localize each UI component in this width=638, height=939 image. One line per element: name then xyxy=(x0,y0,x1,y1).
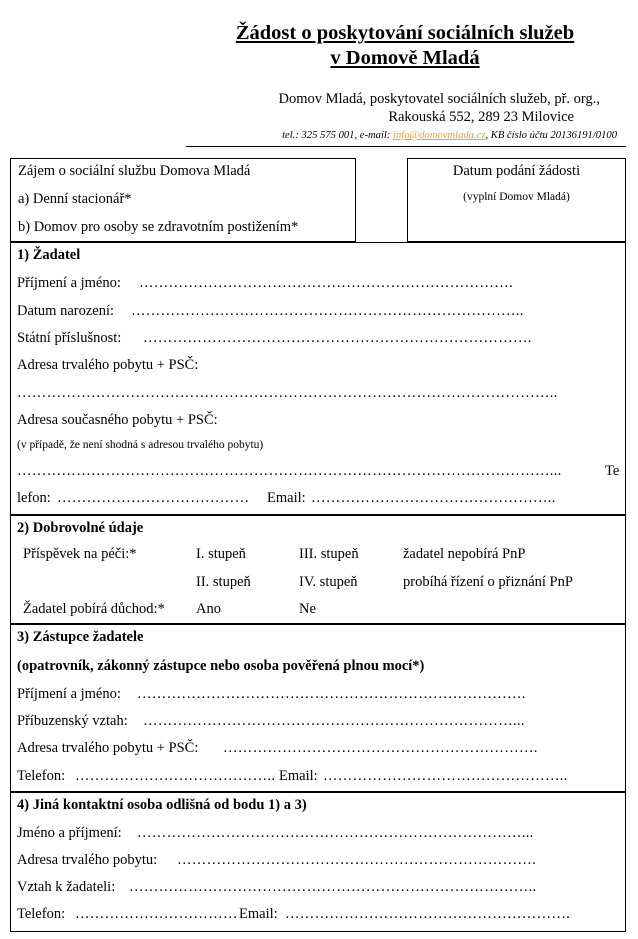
birth-label: Datum narození: xyxy=(17,303,115,319)
interest-box xyxy=(10,158,356,242)
contact-address-label: Adresa trvalého pobytu: xyxy=(17,852,158,868)
phone-field[interactable]: ………………………………… xyxy=(57,490,250,506)
rep-email-label: Email: xyxy=(279,768,318,784)
rep-address-label: Adresa trvalého pobytu + PSČ: xyxy=(17,740,199,756)
phone-label-part2: lefon: xyxy=(17,490,51,506)
option-degree-2[interactable]: II. stupeň xyxy=(196,574,251,590)
form-title: Žádost o poskytování sociálních služeb xyxy=(235,22,575,44)
contribution-label: Příspěvek na péči:* xyxy=(23,546,137,562)
contact-email-label: Email: xyxy=(239,906,278,922)
section-applicant xyxy=(10,242,626,515)
contact-phone-label: Telefon: xyxy=(17,906,66,922)
nationality-field[interactable]: ……………………………………………………………………. xyxy=(143,330,532,346)
nationality-label: Státní příslušnost: xyxy=(17,330,122,346)
rep-relation-label: Příbuzenský vztah: xyxy=(17,713,128,729)
contact-prefix: tel.: 325 575 001, e-mail: xyxy=(282,130,394,141)
option-pnp-pending[interactable]: probíhá řízení o přiznání PnP xyxy=(403,574,573,590)
contact-line xyxy=(282,130,617,141)
contact-email-link[interactable]: info@domovmlada.cz xyxy=(393,130,486,141)
birth-field[interactable]: …………………………………………………………………….. xyxy=(131,303,524,319)
option-degree-4[interactable]: IV. stupeň xyxy=(299,574,358,590)
section3-heading: 3) Zástupce žadatele xyxy=(17,629,144,645)
option-day-care[interactable]: a) Denní stacionář* xyxy=(18,191,132,207)
contact-relation-field[interactable]: ……………………………………………………………………….. xyxy=(129,879,537,895)
contact-name-label: Jméno a příjmení: xyxy=(17,825,122,841)
section3-subheading: (opatrovník, zákonný zástupce nebo osoba pověřená plnou mocí*) xyxy=(17,658,425,674)
rep-name-label: Příjmení a jméno: xyxy=(17,686,121,702)
email-field[interactable]: ………………………………………….. xyxy=(311,490,556,506)
pension-label: Žadatel pobírá důchod:* xyxy=(23,601,165,617)
contact-phone-field[interactable]: …………………………… xyxy=(75,906,238,922)
curr-address-label: Adresa současného pobytu + PSČ: xyxy=(17,412,218,428)
date-note: (vyplní Domov Mladá) xyxy=(463,191,570,203)
interest-label: Zájem o sociální službu Domova Mladá xyxy=(18,163,251,179)
contact-suffix: , KB číslo účtu 20136191/0100 xyxy=(485,130,617,141)
date-label: Datum podání žádosti xyxy=(452,163,581,179)
contact-name-field[interactable]: ……………………………………………………………………... xyxy=(137,825,534,841)
perm-address-label: Adresa trvalého pobytu + PSČ: xyxy=(17,357,199,373)
section-other-contact xyxy=(10,792,626,932)
curr-address-field[interactable]: ………………………………………………………………………………………………... xyxy=(17,463,562,479)
option-disabled-home[interactable]: b) Domov pro osoby se zdravotním postižením* xyxy=(18,219,299,235)
curr-address-note: (v případě, že není shodná s adresou trvalého pobytu) xyxy=(17,439,264,451)
provider-address-line1: Domov Mladá, poskytovatel sociálních služeb, př. org., xyxy=(278,91,600,107)
date-box xyxy=(407,158,626,242)
contact-email-field[interactable]: …………………………………………………. xyxy=(285,906,571,922)
perm-address-field[interactable]: ……………………………………………………………………………………………….. xyxy=(17,385,558,401)
option-no-pnp[interactable]: žadatel nepobírá PnP xyxy=(403,546,526,562)
section4-heading: 4) Jiná kontaktní osoba odlišná od bodu 1) a 3) xyxy=(17,797,307,813)
option-degree-1[interactable]: I. stupeň xyxy=(196,546,246,562)
section-voluntary xyxy=(10,515,626,624)
header-rule xyxy=(186,146,626,147)
section2-heading: 2) Dobrovolné údaje xyxy=(17,520,144,536)
phone-label-part1: Te xyxy=(605,463,620,479)
rep-phone-field[interactable]: ………………………………….. xyxy=(75,768,276,784)
rep-name-field[interactable]: ……………………………………………………………………. xyxy=(137,686,526,702)
rep-address-field[interactable]: ………………………………………………………. xyxy=(223,740,538,756)
rep-phone-label: Telefon: xyxy=(17,768,66,784)
email-label: Email: xyxy=(267,490,306,506)
name-label: Příjmení a jméno: xyxy=(17,275,121,291)
section-representative xyxy=(10,624,626,792)
option-pension-yes[interactable]: Ano xyxy=(196,601,221,617)
rep-relation-field[interactable]: …………………………………………………………………... xyxy=(143,713,525,729)
option-pension-no[interactable]: Ne xyxy=(299,601,316,617)
name-field[interactable]: …………………………………………………………………. xyxy=(139,275,513,291)
form-subtitle: v Domově Mladá xyxy=(330,47,480,69)
contact-address-field[interactable]: ………………………………………………………………. xyxy=(177,852,537,868)
contact-relation-label: Vztah k žadateli: xyxy=(17,879,116,895)
rep-email-field[interactable]: ………………………………………….. xyxy=(323,768,568,784)
option-degree-3[interactable]: III. stupeň xyxy=(299,546,359,562)
provider-address-line2: Rakouská 552, 289 23 Milovice xyxy=(388,109,574,125)
section1-heading: 1) Žadatel xyxy=(17,247,81,263)
